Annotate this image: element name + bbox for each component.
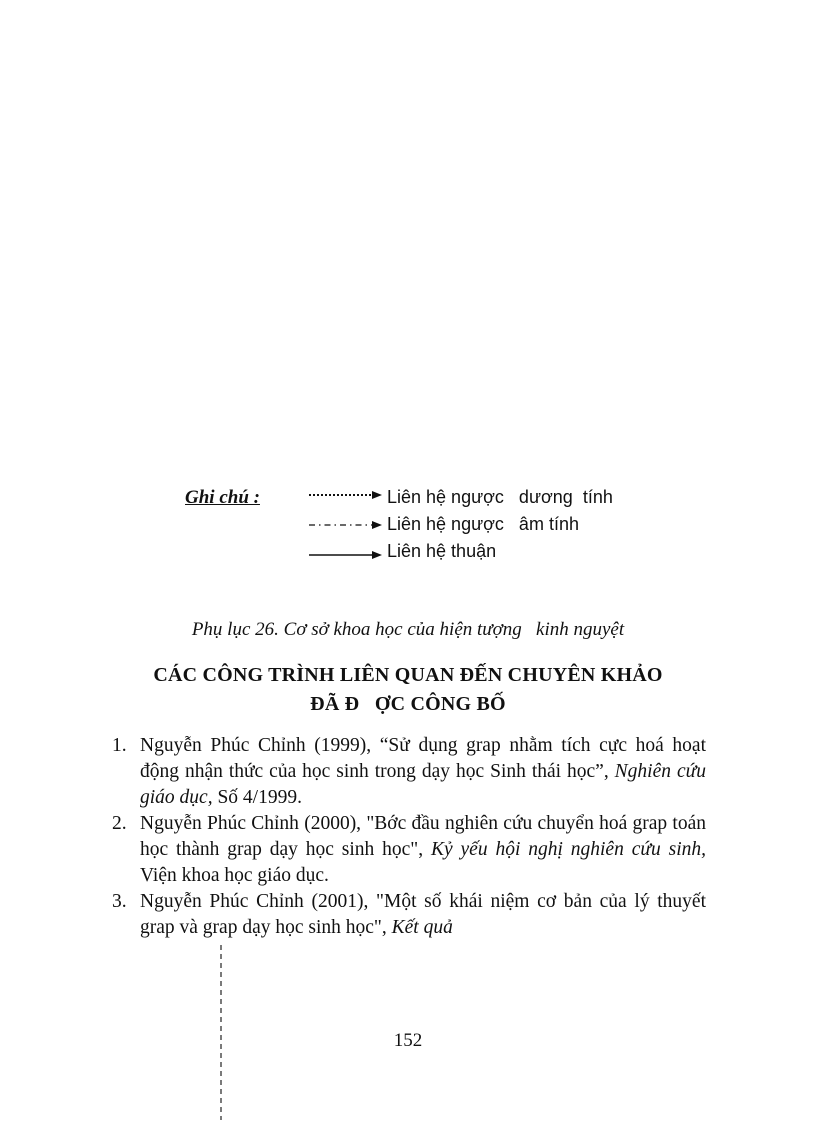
- reference-number: 1.: [112, 735, 127, 756]
- reference-number: 2.: [112, 813, 127, 834]
- reference-source: Kỷ yếu hội nghị nghiên cứu sinh,: [431, 839, 706, 860]
- reference-text-main: Nguyễn Phúc Chỉnh (2001), "Một số khái niệm cơ bản của lý thuyết grap và grap dạy học sinh học",: [140, 891, 706, 938]
- legend-label: Ghi chú :: [185, 487, 260, 508]
- legend-text-solid: Liên hệ thuận: [387, 541, 497, 561]
- reference-list: [112, 733, 706, 941]
- page-number: 152: [393, 1030, 423, 1051]
- reference-item: [112, 889, 706, 941]
- reference-text: [140, 811, 706, 889]
- legend-text-dotted: Liên hệ ngược dương tính: [387, 487, 613, 507]
- reference-source: Kết quả: [391, 917, 453, 938]
- reference-text-main: Nguyễn Phúc Chỉnh (2000), "Bớc đầu nghiên cứu chuyển hoá grap toán học thành grap dạy học sinh học",: [140, 813, 706, 860]
- reference-text: [140, 733, 706, 811]
- reference-source: Nghiên cứu giáo dục,: [140, 761, 706, 808]
- reference-item: [112, 811, 706, 889]
- dotted-arrow-icon: [308, 491, 386, 505]
- legend-text-dash-dot: Liên hệ ngược âm tính: [387, 514, 579, 534]
- solid-arrow-icon: [308, 545, 386, 559]
- legend-row-dash-dot: [308, 514, 668, 538]
- section-heading-line2: ĐÃ Đ ỢC CÔNG BỐ: [310, 693, 506, 715]
- dash-dot-arrow-icon: [308, 518, 386, 532]
- reference-item: [112, 733, 706, 811]
- reference-text-tail: Số 4/1999.: [212, 787, 302, 808]
- legend-row-dotted: [308, 487, 668, 511]
- legend-row-solid: [308, 541, 668, 565]
- reference-number: 3.: [112, 891, 127, 912]
- reference-text-main: Nguyễn Phúc Chỉnh (1999), “Sử dụng grap nhằm tích cực hoá hoạt động nhận thức của học sinh trong dạy học Sinh thái học”,: [140, 735, 706, 782]
- reference-text-tail: Viện khoa học giáo dục.: [140, 865, 329, 886]
- section-heading-line1: CÁC CÔNG TRÌNH LIÊN QUAN ĐẾN CHUYÊN KHẢO: [153, 664, 663, 686]
- appendix-caption: Phụ lục 26. Cơ sở khoa học của hiện tượng kinh nguyệt: [191, 619, 625, 640]
- reference-text: [140, 889, 706, 941]
